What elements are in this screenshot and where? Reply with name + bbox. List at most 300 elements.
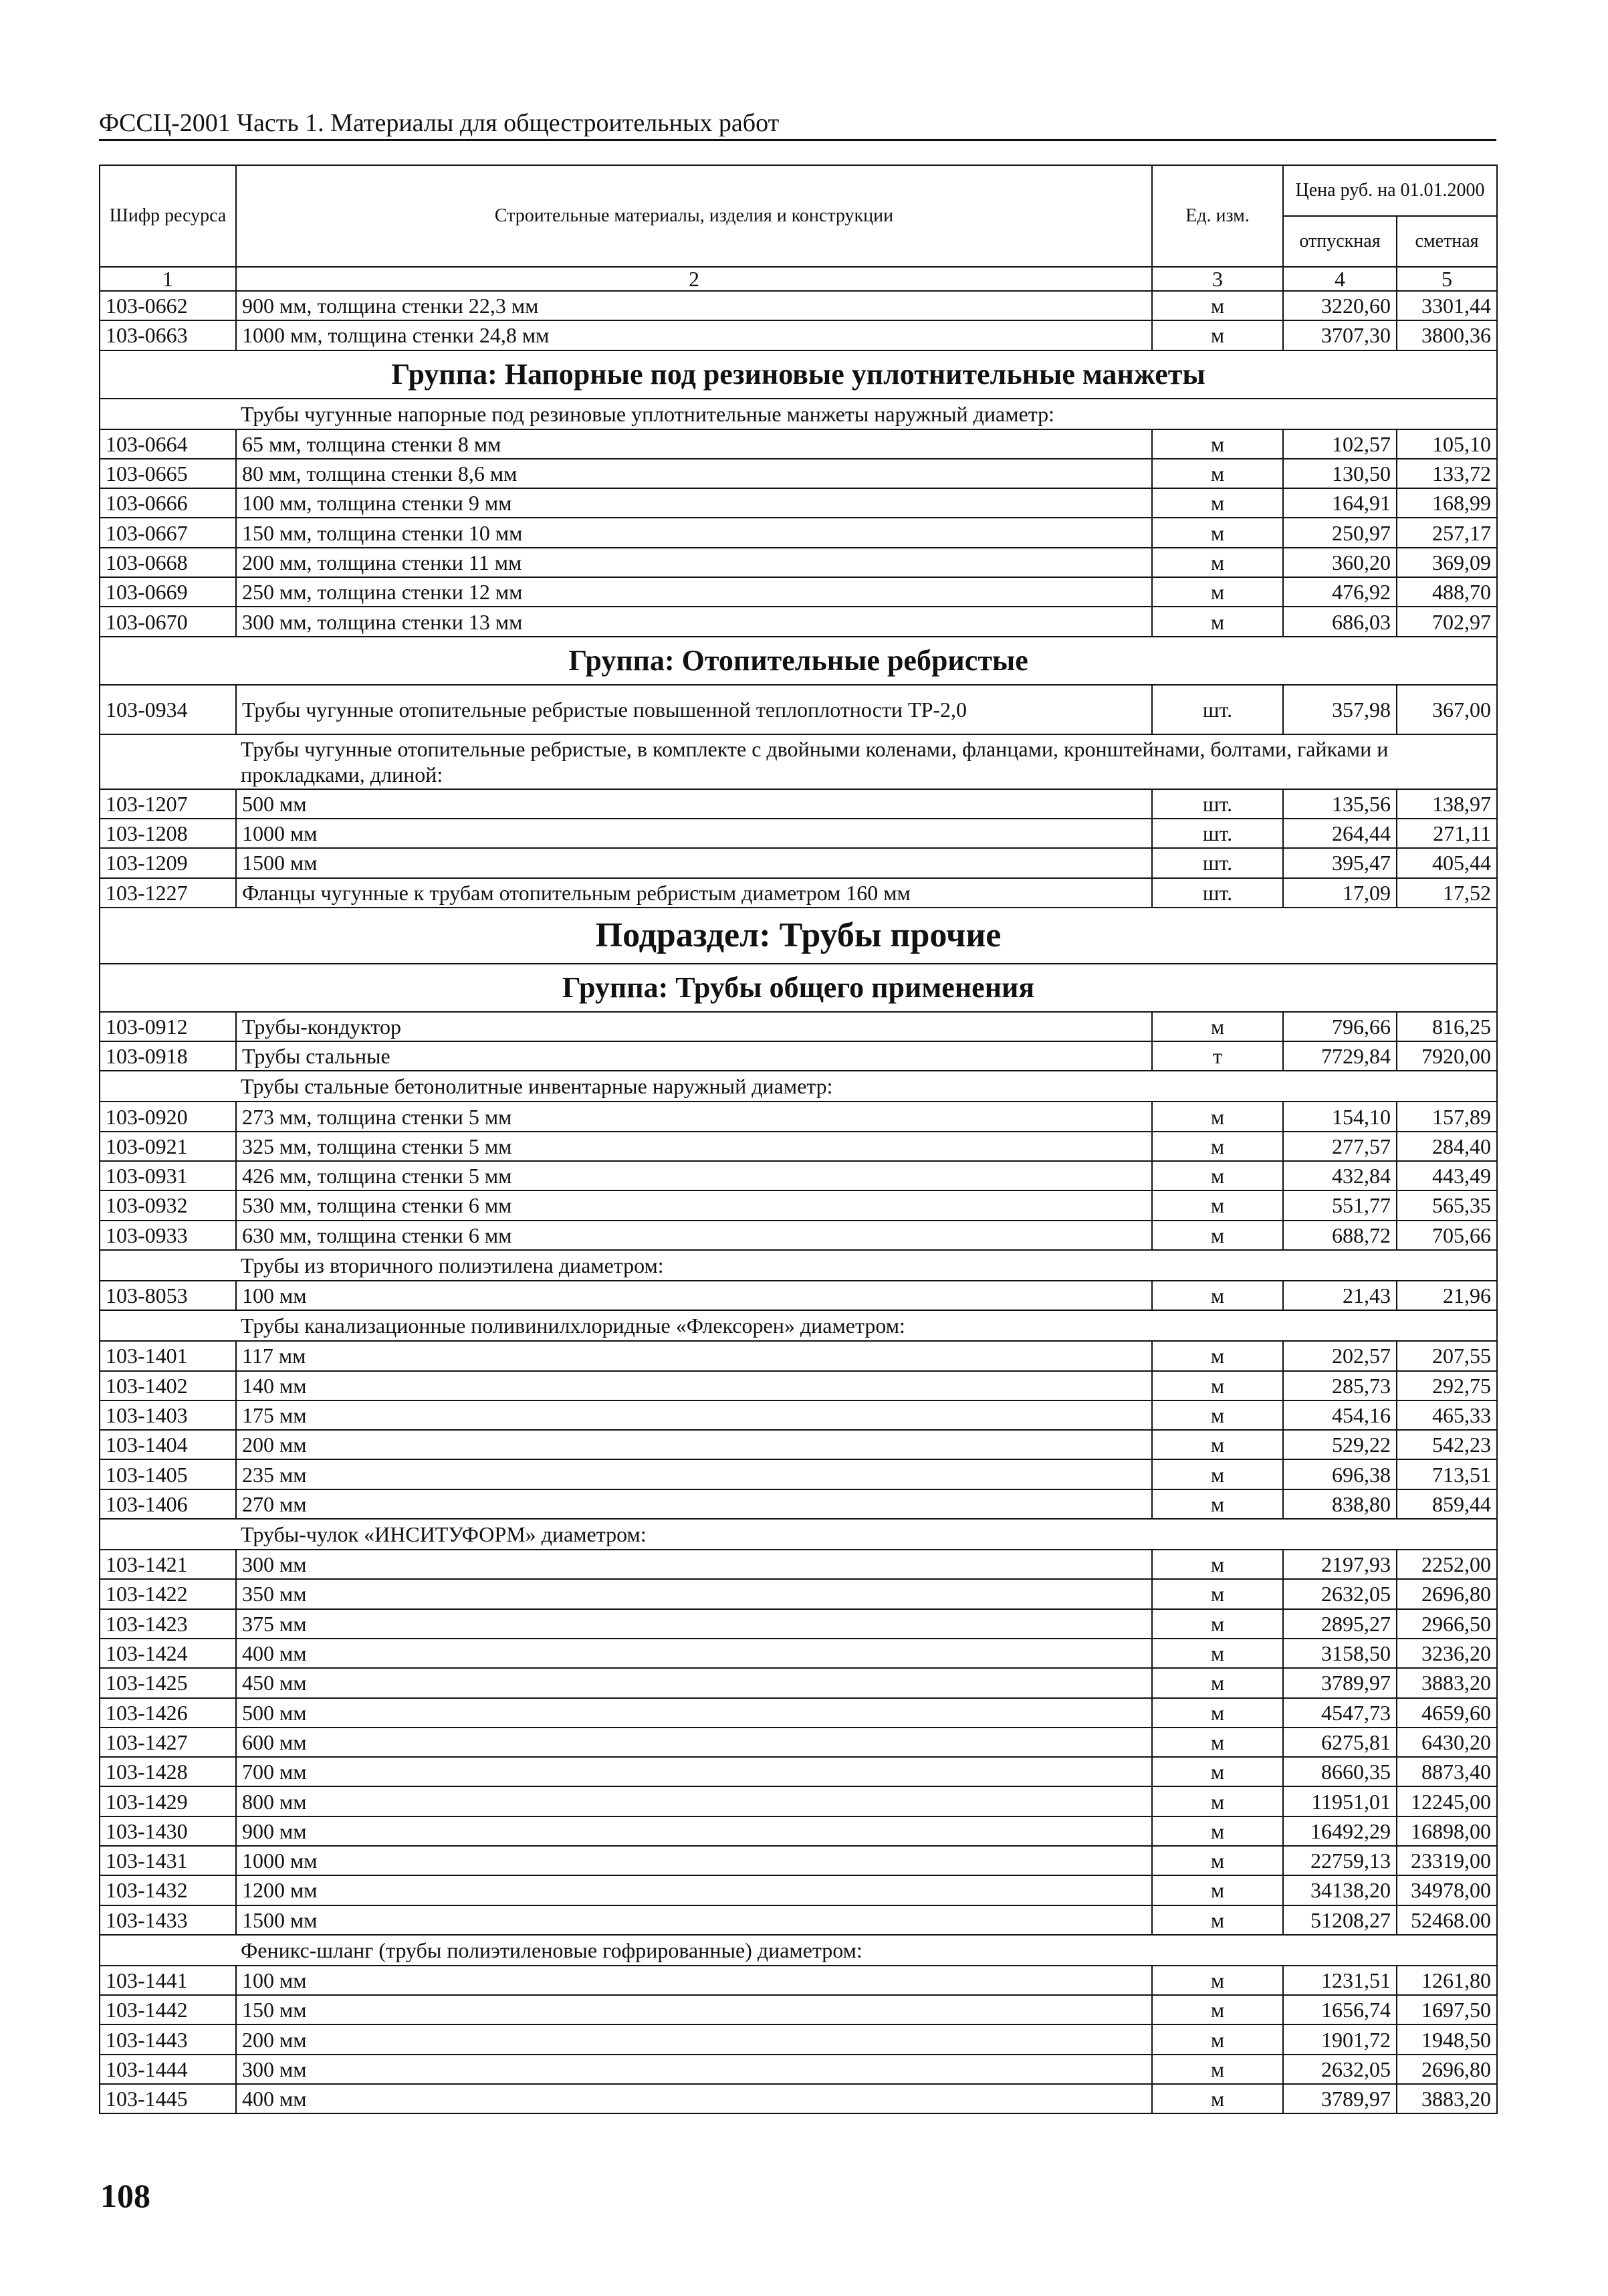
release-price: 8660,35 [1283, 1757, 1397, 1786]
unit-of-measure: м [1152, 1221, 1283, 1250]
table-row [100, 1012, 1497, 1041]
material-name: 900 мм, толщина стенки 22,3 мм [236, 291, 1152, 320]
col-header-code: Шифр ресурса [100, 165, 236, 267]
estimate-price: 443,49 [1397, 1161, 1497, 1190]
table-row [100, 1371, 1497, 1400]
material-name: 100 мм [236, 1966, 1152, 1995]
col-header-release-price: отпускная [1283, 216, 1397, 267]
category-note: Трубы стальные бетонолитные инвентарные наружный диаметр: [100, 1071, 1497, 1102]
release-price: 17,09 [1283, 878, 1397, 908]
unit-of-measure: шт. [1152, 685, 1283, 734]
release-price: 34138,20 [1283, 1875, 1397, 1905]
estimate-price: 3883,20 [1397, 2084, 1497, 2113]
column-number: 4 [1283, 267, 1397, 291]
category-note: Трубы канализационные поливинилхлоридные «Флексорен» диаметром: [100, 1310, 1497, 1341]
group-heading: Группа: Напорные под резиновые уплотнительные манжеты [100, 350, 1497, 399]
resource-code: 103-0663 [100, 320, 236, 350]
material-name: 1500 мм [236, 848, 1152, 877]
table-row [100, 1341, 1497, 1370]
resource-code: 103-0668 [100, 548, 236, 577]
release-price: 1656,74 [1283, 1995, 1397, 2024]
resource-code: 103-0932 [100, 1190, 236, 1220]
unit-of-measure: м [1152, 1341, 1283, 1370]
subsection-heading-row [100, 908, 1497, 964]
unit-of-measure: м [1152, 1371, 1283, 1400]
table-row [100, 577, 1497, 607]
table-row [100, 518, 1497, 547]
resource-code: 103-0933 [100, 1221, 236, 1250]
estimate-price: 405,44 [1397, 848, 1497, 877]
material-name: Трубы-кондуктор [236, 1012, 1152, 1041]
material-name: 426 мм, толщина стенки 5 мм [236, 1161, 1152, 1190]
table-row [100, 320, 1497, 350]
unit-of-measure: м [1152, 291, 1283, 320]
estimate-price: 2252,00 [1397, 1550, 1497, 1579]
unit-of-measure: м [1152, 1966, 1283, 1995]
unit-of-measure: м [1152, 1281, 1283, 1310]
unit-of-measure: м [1152, 1161, 1283, 1190]
table-row [100, 1698, 1497, 1728]
resource-code: 103-1431 [100, 1846, 236, 1875]
material-name: 100 мм, толщина стенки 9 мм [236, 488, 1152, 518]
estimate-price: 2696,80 [1397, 1579, 1497, 1608]
unit-of-measure: шт. [1152, 878, 1283, 908]
unit-of-measure: м [1152, 1132, 1283, 1161]
table-row [100, 848, 1497, 877]
release-price: 3220,60 [1283, 291, 1397, 320]
material-name: 350 мм [236, 1579, 1152, 1608]
group-heading-row [100, 637, 1497, 685]
material-name: 400 мм [236, 2084, 1152, 2113]
table-row [100, 819, 1497, 848]
col-header-name: Строительные материалы, изделия и конструкции [236, 165, 1152, 267]
estimate-price: 465,33 [1397, 1400, 1497, 1430]
estimate-price: 157,89 [1397, 1102, 1497, 1131]
unit-of-measure: м [1152, 577, 1283, 607]
resource-code: 103-1405 [100, 1459, 236, 1489]
unit-of-measure: м [1152, 1190, 1283, 1220]
release-price: 7729,84 [1283, 1041, 1397, 1071]
release-price: 529,22 [1283, 1430, 1397, 1459]
group-heading: Группа: Отопительные ребристые [100, 637, 1497, 685]
table-row [100, 488, 1497, 518]
unit-of-measure: м [1152, 1846, 1283, 1875]
release-price: 2632,05 [1283, 1579, 1397, 1608]
material-name: 700 мм [236, 1757, 1152, 1786]
release-price: 4547,73 [1283, 1698, 1397, 1728]
material-name: 500 мм [236, 1698, 1152, 1728]
page-number: 108 [100, 2177, 150, 2214]
table-row [100, 1281, 1497, 1310]
resource-code: 103-1404 [100, 1430, 236, 1459]
resource-code: 103-1427 [100, 1728, 236, 1757]
table-row [100, 1161, 1497, 1190]
estimate-price: 1948,50 [1397, 2024, 1497, 2054]
material-name: 273 мм, толщина стенки 5 мм [236, 1102, 1152, 1131]
table-row [100, 1757, 1497, 1786]
resource-code: 103-1423 [100, 1609, 236, 1639]
estimate-price: 4659,60 [1397, 1698, 1497, 1728]
material-name: 1500 мм [236, 1905, 1152, 1935]
material-name: 65 мм, толщина стенки 8 мм [236, 429, 1152, 459]
release-price: 688,72 [1283, 1221, 1397, 1250]
release-price: 277,57 [1283, 1132, 1397, 1161]
unit-of-measure: м [1152, 1668, 1283, 1697]
resource-code: 103-0664 [100, 429, 236, 459]
category-note-row [100, 1310, 1497, 1341]
table-row [100, 1430, 1497, 1459]
unit-of-measure: м [1152, 1786, 1283, 1816]
release-price: 16492,29 [1283, 1816, 1397, 1846]
material-name: 235 мм [236, 1459, 1152, 1489]
resource-code: 103-1406 [100, 1489, 236, 1519]
material-name: Фланцы чугунные к трубам отопительным ребристым диаметром 160 мм [236, 878, 1152, 908]
release-price: 6275,81 [1283, 1728, 1397, 1757]
estimate-price: 713,51 [1397, 1459, 1497, 1489]
estimate-price: 16898,00 [1397, 1816, 1497, 1846]
unit-of-measure: м [1152, 1400, 1283, 1430]
release-price: 551,77 [1283, 1190, 1397, 1220]
release-price: 202,57 [1283, 1341, 1397, 1370]
header-row [100, 165, 1497, 216]
material-name: 200 мм [236, 2024, 1152, 2054]
estimate-price: 17,52 [1397, 878, 1497, 908]
table-row [100, 2024, 1497, 2054]
col-header-estimate-price: сметная [1397, 216, 1497, 267]
resource-code: 103-1422 [100, 1579, 236, 1608]
table-row [100, 1668, 1497, 1697]
release-price: 395,47 [1283, 848, 1397, 877]
material-name: 1000 мм [236, 819, 1152, 848]
material-name: 80 мм, толщина стенки 8,6 мм [236, 459, 1152, 488]
material-name: 140 мм [236, 1371, 1152, 1400]
unit-of-measure: м [1152, 320, 1283, 350]
estimate-price: 207,55 [1397, 1341, 1497, 1370]
estimate-price: 702,97 [1397, 607, 1497, 636]
resource-code: 103-1402 [100, 1371, 236, 1400]
resource-code: 103-1428 [100, 1757, 236, 1786]
category-note: Трубы из вторичного полиэтилена диаметром: [100, 1250, 1497, 1281]
resource-code: 103-1227 [100, 878, 236, 908]
group-heading: Группа: Трубы общего применения [100, 964, 1497, 1012]
material-name: 175 мм [236, 1400, 1152, 1430]
table-row [100, 1221, 1497, 1250]
resource-code: 103-0931 [100, 1161, 236, 1190]
resource-code: 103-1442 [100, 1995, 236, 2024]
release-price: 3707,30 [1283, 320, 1397, 350]
resource-code: 103-1403 [100, 1400, 236, 1430]
resource-code: 103-1430 [100, 1816, 236, 1846]
table-row [100, 607, 1497, 636]
table-row [100, 1728, 1497, 1757]
group-heading-row [100, 350, 1497, 399]
release-price: 22759,13 [1283, 1846, 1397, 1875]
unit-of-measure: м [1152, 1757, 1283, 1786]
resource-code: 103-0920 [100, 1102, 236, 1131]
resource-code: 103-1208 [100, 819, 236, 848]
release-price: 2632,05 [1283, 2055, 1397, 2084]
release-price: 360,20 [1283, 548, 1397, 577]
release-price: 3789,97 [1283, 1668, 1397, 1697]
unit-of-measure: м [1152, 1459, 1283, 1489]
resource-code: 103-1421 [100, 1550, 236, 1579]
resource-code: 103-1443 [100, 2024, 236, 2054]
unit-of-measure: м [1152, 1816, 1283, 1846]
material-name: 900 мм [236, 1816, 1152, 1846]
release-price: 796,66 [1283, 1012, 1397, 1041]
release-price: 3158,50 [1283, 1639, 1397, 1668]
estimate-price: 369,09 [1397, 548, 1497, 577]
table-row [100, 1102, 1497, 1131]
material-name: 325 мм, толщина стенки 5 мм [236, 1132, 1152, 1161]
estimate-price: 138,97 [1397, 789, 1497, 819]
material-name: 375 мм [236, 1609, 1152, 1639]
category-note-row [100, 1519, 1497, 1550]
table-row [100, 1190, 1497, 1220]
unit-of-measure: м [1152, 2024, 1283, 2054]
estimate-price: 1697,50 [1397, 1995, 1497, 2024]
unit-of-measure: м [1152, 1875, 1283, 1905]
resource-code: 103-1432 [100, 1875, 236, 1905]
resource-code: 103-1429 [100, 1786, 236, 1816]
estimate-price: 816,25 [1397, 1012, 1497, 1041]
resource-code: 103-0666 [100, 488, 236, 518]
release-price: 1231,51 [1283, 1966, 1397, 1995]
estimate-price: 3800,36 [1397, 320, 1497, 350]
table-row [100, 291, 1497, 320]
table-row [100, 1579, 1497, 1608]
category-note-row [100, 1935, 1497, 1966]
unit-of-measure: м [1152, 2084, 1283, 2113]
material-name: 117 мм [236, 1341, 1152, 1370]
table-row [100, 459, 1497, 488]
material-name: 300 мм [236, 2055, 1152, 2084]
unit-of-measure: м [1152, 459, 1283, 488]
material-name: 270 мм [236, 1489, 1152, 1519]
release-price: 250,97 [1283, 518, 1397, 547]
group-heading-row [100, 964, 1497, 1012]
unit-of-measure: м [1152, 1905, 1283, 1935]
table-row [100, 789, 1497, 819]
resource-code: 103-0918 [100, 1041, 236, 1071]
category-note-row [100, 1250, 1497, 1281]
category-note: Трубы чугунные напорные под резиновые уплотнительные манжеты наружный диаметр: [100, 399, 1497, 429]
table-row [100, 1875, 1497, 1905]
estimate-price: 3301,44 [1397, 291, 1497, 320]
table-row [100, 1786, 1497, 1816]
material-name: 250 мм, толщина стенки 12 мм [236, 577, 1152, 607]
estimate-price: 21,96 [1397, 1281, 1497, 1310]
unit-of-measure: м [1152, 1012, 1283, 1041]
material-name: 1000 мм [236, 1846, 1152, 1875]
resource-code: 103-8053 [100, 1281, 236, 1310]
release-price: 476,92 [1283, 577, 1397, 607]
estimate-price: 3883,20 [1397, 1668, 1497, 1697]
col-header-price: Цена руб. на 01.01.2000 [1283, 165, 1497, 216]
estimate-price: 1261,80 [1397, 1966, 1497, 1995]
table-row [100, 429, 1497, 459]
table-row [100, 1041, 1497, 1071]
resource-code: 103-0662 [100, 291, 236, 320]
unit-of-measure: м [1152, 1102, 1283, 1131]
release-price: 1901,72 [1283, 2024, 1397, 2054]
unit-of-measure: м [1152, 518, 1283, 547]
estimate-price: 271,11 [1397, 819, 1497, 848]
resource-code: 103-1209 [100, 848, 236, 877]
table-row [100, 1966, 1497, 1995]
material-name: 300 мм, толщина стенки 13 мм [236, 607, 1152, 636]
resource-code: 103-1426 [100, 1698, 236, 1728]
resource-code: 103-1444 [100, 2055, 236, 2084]
estimate-price: 2696,80 [1397, 2055, 1497, 2084]
material-name: 800 мм [236, 1786, 1152, 1816]
material-name: 100 мм [236, 1281, 1152, 1310]
unit-of-measure: м [1152, 1609, 1283, 1639]
table-row [100, 1489, 1497, 1519]
resource-code: 103-1445 [100, 2084, 236, 2113]
column-number: 3 [1152, 267, 1283, 291]
estimate-price: 52468.00 [1397, 1905, 1497, 1935]
resource-code: 103-1441 [100, 1966, 236, 1995]
column-number: 2 [236, 267, 1152, 291]
release-price: 357,98 [1283, 685, 1397, 734]
table-row [100, 1995, 1497, 2024]
estimate-price: 12245,00 [1397, 1786, 1497, 1816]
table-row [100, 1400, 1497, 1430]
material-name: 630 мм, толщина стенки 6 мм [236, 1221, 1152, 1250]
materials-price-table [99, 165, 1498, 2114]
category-note: Трубы чугунные отопительные ребристые, в комплекте с двойными коленами, фланцами, кронштейнами, болтами, гайками и прокладками, длиной: [100, 734, 1497, 789]
estimate-price: 705,66 [1397, 1221, 1497, 1250]
estimate-price: 488,70 [1397, 577, 1497, 607]
material-name: Трубы чугунные отопительные ребристые повышенной теплоплотности ТР-2,0 [236, 685, 1152, 734]
unit-of-measure: шт. [1152, 819, 1283, 848]
release-price: 2197,93 [1283, 1550, 1397, 1579]
table-row [100, 1639, 1497, 1668]
column-number: 5 [1397, 267, 1497, 291]
table-row [100, 1459, 1497, 1489]
material-name: 200 мм [236, 1430, 1152, 1459]
table-row [100, 1816, 1497, 1846]
estimate-price: 3236,20 [1397, 1639, 1497, 1668]
table-row [100, 1550, 1497, 1579]
unit-of-measure: м [1152, 1489, 1283, 1519]
category-note: Трубы-чулок «ИНСИТУФОРМ» диаметром: [100, 1519, 1497, 1550]
estimate-price: 23319,00 [1397, 1846, 1497, 1875]
resource-code: 103-1401 [100, 1341, 236, 1370]
table-row [100, 2084, 1497, 2113]
resource-code: 103-0669 [100, 577, 236, 607]
material-name: 400 мм [236, 1639, 1152, 1668]
estimate-price: 105,10 [1397, 429, 1497, 459]
material-name: 150 мм [236, 1995, 1152, 2024]
material-name: 600 мм [236, 1728, 1152, 1757]
release-price: 454,16 [1283, 1400, 1397, 1430]
estimate-price: 8873,40 [1397, 1757, 1497, 1786]
material-name: 200 мм, толщина стенки 11 мм [236, 548, 1152, 577]
material-name: 1200 мм [236, 1875, 1152, 1905]
material-name: 530 мм, толщина стенки 6 мм [236, 1190, 1152, 1220]
estimate-price: 565,35 [1397, 1190, 1497, 1220]
subsection-heading: Подраздел: Трубы прочие [100, 908, 1497, 964]
table-row [100, 685, 1497, 734]
material-name: 500 мм [236, 789, 1152, 819]
release-price: 130,50 [1283, 459, 1397, 488]
column-number-row [100, 267, 1497, 291]
resource-code: 103-1424 [100, 1639, 236, 1668]
estimate-price: 133,72 [1397, 459, 1497, 488]
unit-of-measure: т [1152, 1041, 1283, 1071]
unit-of-measure: м [1152, 1579, 1283, 1608]
release-price: 696,38 [1283, 1459, 1397, 1489]
material-name: 450 мм [236, 1668, 1152, 1697]
table-row [100, 1846, 1497, 1875]
unit-of-measure: шт. [1152, 789, 1283, 819]
estimate-price: 284,40 [1397, 1132, 1497, 1161]
category-note-row [100, 399, 1497, 429]
unit-of-measure: м [1152, 2055, 1283, 2084]
release-price: 102,57 [1283, 429, 1397, 459]
category-note: Феникс-шланг (трубы полиэтиленовые гофрированные) диаметром: [100, 1935, 1497, 1966]
unit-of-measure: м [1152, 607, 1283, 636]
unit-of-measure: м [1152, 1995, 1283, 2024]
category-note-row [100, 734, 1497, 789]
material-name: 150 мм, толщина стенки 10 мм [236, 518, 1152, 547]
estimate-price: 6430,20 [1397, 1728, 1497, 1757]
material-name: Трубы стальные [236, 1041, 1152, 1071]
table-row [100, 878, 1497, 908]
resource-code: 103-0665 [100, 459, 236, 488]
table-row [100, 548, 1497, 577]
table-row [100, 1132, 1497, 1161]
category-note-row [100, 1071, 1497, 1102]
table-row [100, 1609, 1497, 1639]
release-price: 154,10 [1283, 1102, 1397, 1131]
estimate-price: 34978,00 [1397, 1875, 1497, 1905]
estimate-price: 367,00 [1397, 685, 1497, 734]
column-number: 1 [100, 267, 236, 291]
estimate-price: 168,99 [1397, 488, 1497, 518]
estimate-price: 542,23 [1397, 1430, 1497, 1459]
table-head [100, 165, 1497, 291]
release-price: 2895,27 [1283, 1609, 1397, 1639]
material-name: 300 мм [236, 1550, 1152, 1579]
table-body [100, 291, 1497, 2113]
unit-of-measure: м [1152, 488, 1283, 518]
page-header: ФССЦ-2001 Часть 1. Материалы для общестроительных работ [99, 107, 1496, 141]
table-row [100, 2055, 1497, 2084]
release-price: 135,56 [1283, 789, 1397, 819]
unit-of-measure: м [1152, 1430, 1283, 1459]
release-price: 686,03 [1283, 607, 1397, 636]
unit-of-measure: м [1152, 548, 1283, 577]
resource-code: 103-1207 [100, 789, 236, 819]
release-price: 21,43 [1283, 1281, 1397, 1310]
resource-code: 103-0934 [100, 685, 236, 734]
unit-of-measure: м [1152, 1728, 1283, 1757]
release-price: 285,73 [1283, 1371, 1397, 1400]
material-name: 1000 мм, толщина стенки 24,8 мм [236, 320, 1152, 350]
release-price: 164,91 [1283, 488, 1397, 518]
estimate-price: 292,75 [1397, 1371, 1497, 1400]
release-price: 432,84 [1283, 1161, 1397, 1190]
resource-code: 103-1433 [100, 1905, 236, 1935]
resource-code: 103-0670 [100, 607, 236, 636]
release-price: 51208,27 [1283, 1905, 1397, 1935]
unit-of-measure: м [1152, 1550, 1283, 1579]
unit-of-measure: м [1152, 1698, 1283, 1728]
release-price: 838,80 [1283, 1489, 1397, 1519]
